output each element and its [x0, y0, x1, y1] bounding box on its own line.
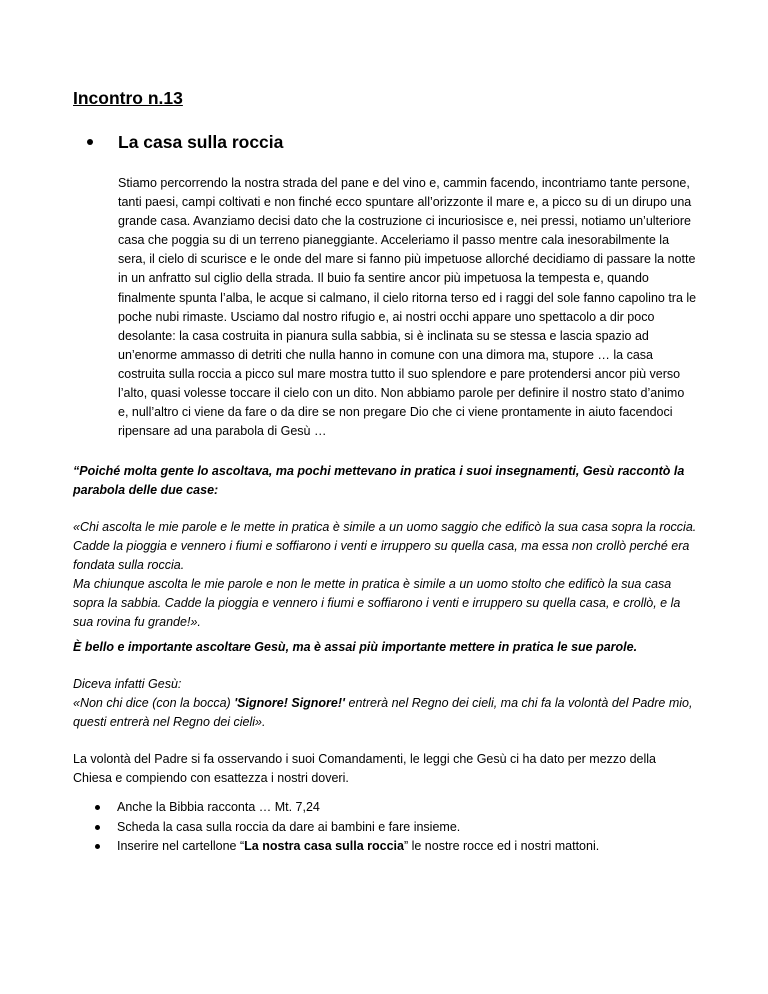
section-heading [87, 131, 283, 153]
parable-part-foolish: Ma chiunque ascolta le mie parole e non le mette in pratica è simile a un uomo stolto che edificò la sua casa sopra la sabbia. Cadde la pioggia e vennero i fiumi e soffiarono i venti e irruppero su quella casa, e crollò, e la sua rovina fu grande!». [73, 577, 681, 630]
closing-paragraph: La volontà del Padre si fa osservando i suoi Comandamenti, le leggi che Gesù ci ha dato per mezzo della Chiesa e compiendo con esattezza i nostri doveri. [73, 752, 656, 786]
activity-list [95, 798, 599, 857]
saying-text-end: entrerà nel Regno dei cieli, ma chi fa la volontà del Padre mio, questi entrerà nel Regno dei cieli». [73, 696, 693, 730]
list-item-text [117, 837, 599, 857]
list-item [95, 798, 599, 818]
list-item [95, 837, 599, 857]
list-item-text: Scheda la casa sulla roccia da dare ai bambini e fare insieme. [117, 819, 461, 834]
bullet-icon [87, 139, 93, 145]
list-item-text-end: ” le nostre rocce ed i nostri mattoni. [403, 839, 600, 853]
saying-text-start: «Non chi dice (con la bocca) [73, 696, 235, 711]
jesus-saying [73, 675, 698, 732]
bullet-icon [95, 825, 100, 830]
bullet-icon [95, 844, 100, 849]
section-heading-text: La casa sulla roccia [118, 132, 284, 152]
saying-bold: 'Signore! Signore!' [234, 696, 346, 711]
list-item-text: Anche la Bibbia racconta … Mt. 7,24 [117, 800, 320, 814]
saying-intro: Diceva infatti Gesù: [73, 677, 182, 691]
page-title: Incontro n.13 [73, 88, 183, 108]
intro-paragraph: Stiamo percorrendo la nostra strada del pane e del vino e, cammin facendo, incontriamo tante persone, tanti paesi, campi coltivati e non finché ecco spuntare all’orizzonte il mare e, a picco su di un dirupo una grande casa. Avanziamo decisi dato che la costruzione ci incuriosisce e, nei pressi, notiamo un’ulteriore casa che poggia su di un terreno pianeggiante. Acceleriamo il passo mentre cala inesorabilmente la sera, il cielo di scurisce e le onde del mare si fanno più impetuose allorché decidiamo di passare la notte in un anfratto sul ciglio della strada. Il buio fa sentire ancor più impetuosa la tempesta e, quando finalmente spunta l’alba, le acque si calmano, il cielo ritorna terso ed i raggi del sole fanno capolino tra le poche nubi rimaste. Usciamo dal nostro rifugio e, ai nostri occhi appare uno spettacolo a dir poco desolante: la casa costruita in pianura sulla sabbia, si è inclinata su se stessa e lascia spazio ad un’enorme ammasso di detriti che nulla hanno in comune con una dimora ma, stupore … la casa costruita sulla roccia a picco sul mare mostra tutto il suo splendore e pare protendersi ancor più verso l’alto, quasi volesse toccare il cielo con un dito. Non abbiamo parole per definire il nostro stato d’animo e, null’altro ci viene da fare o da dire se non pregare Dio che ci viene prontamente in aiuto facendoci ripensare ad una parabola di Gesù … [118, 176, 697, 439]
list-item-text-start: Inserire nel cartellone “ [117, 839, 245, 853]
quote-intro: “Poiché molta gente lo ascoltava, ma pochi mettevano in pratica i suoi insegnamenti, Gesù raccontò la parabola delle due case: [73, 464, 685, 498]
list-item [95, 818, 599, 838]
list-item-bold: La nostra casa sulla roccia [244, 839, 404, 853]
emphasis-line: È bello e importante ascoltare Gesù, ma è assai più importante mettere in pratica le sue parole. [73, 640, 638, 654]
parable-part-wise: «Chi ascolta le mie parole e le mette in pratica è simile a un uomo saggio che edificò la sua casa sopra la roccia. Cadde la pioggia e vennero i fiumi e soffiarono i venti e irruppero su quella casa, ma essa non crollò perché era fondata sulla roccia. [73, 520, 697, 573]
parable-quote [73, 518, 698, 633]
bullet-icon [95, 805, 100, 810]
